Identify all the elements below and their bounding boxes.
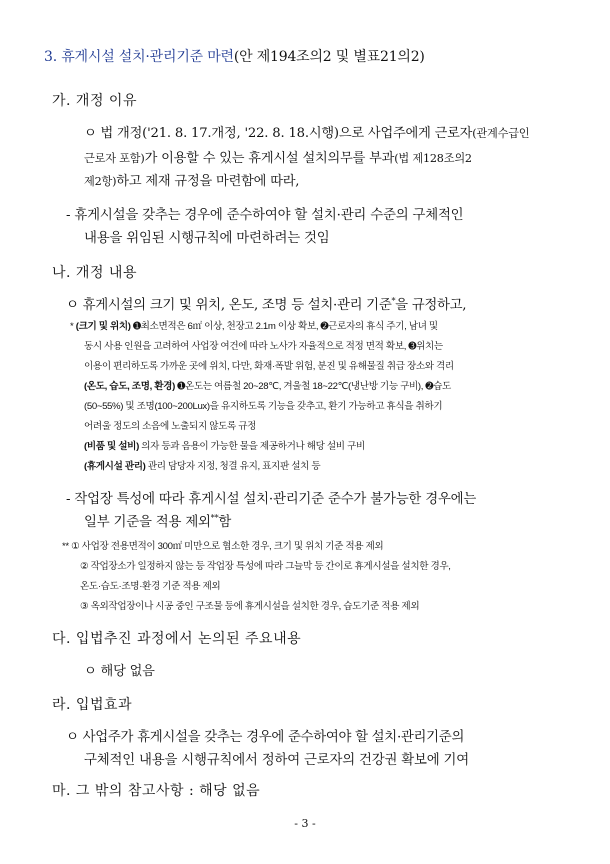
ga-bullet1-line2-small-a: 근로자 포함): [84, 152, 145, 165]
na-dash1-line1: - 작업장 특성에 따라 휴게시설 설치·관리기준 준수가 불가능한 경우에는: [66, 492, 477, 507]
na-note1-line4: [84, 378, 451, 392]
ga-bullet1-line2-small-c: (법 제128조의2: [394, 152, 472, 165]
heading-ra: 라. 입법효과: [52, 697, 133, 713]
na-note1-label-env: (온도, 습도, 조명, 환경): [84, 381, 175, 392]
na-bullet1-mark: *: [391, 296, 396, 306]
heading-ga: 가. 개정 이유: [52, 93, 137, 109]
na-note1-line8: [84, 458, 320, 472]
na-dash1-line2: [84, 511, 231, 530]
na-bullet1: [66, 294, 466, 313]
na-note1-line1: [70, 318, 438, 332]
na-dash1-line2-mark: **: [210, 513, 219, 523]
na-note1-line5: (50~55%) 및 조명(100~200Lux)을 유지하도록 기능을 갖추고, 환기 가능하고 휴식을 취하기: [84, 401, 443, 412]
ga-dash1-line1: - 휴게시설을 갖추는 경우에 준수하여야 할 설치·관리 수준의 구체적인: [66, 208, 464, 223]
da-bullet1: ㅇ 해당 없음: [84, 664, 155, 679]
section-title-ref: (안 제194조의2 및 별표21의2): [233, 49, 425, 65]
na-note1-line8-text: 관리 담당자 지정, 청결 유지, 표지판 설치 등: [145, 461, 321, 472]
na-bullet1-text: ㅇ 휴게시설의 크기 및 위치, 온도, 조명 등 설치·관리 기준: [66, 298, 392, 313]
heading-ma: 마. 그 밖의 참고사항 : 해당 없음: [52, 783, 261, 799]
page-number: - 3 -: [294, 817, 316, 830]
na-note1-label-size: (크기 및 위치): [75, 321, 131, 332]
ga-bullet1-line3-small: 제2항): [84, 175, 117, 188]
ga-bullet1-line1-small: (관계수급인: [472, 127, 530, 140]
na-note2-line1: [62, 538, 383, 552]
na-note1-line3: 이용이 편리하도록 가까운 곳에 위치, 다만, 화재·폭발 위험, 분진 및 유해물질 취급 장소와 격리: [84, 361, 454, 372]
section-title: [44, 46, 425, 66]
section-title-heading: 휴게시설 설치·관리기준 마련: [61, 49, 234, 65]
na-note1-label-equip: (비품 및 설비): [84, 441, 139, 452]
na-note2-line4: ③ 옥외작업장이나 시공 중인 구조물 등에 휴게시설을 설치한 경우, 습도기준 적용 제외: [80, 601, 420, 612]
ga-bullet1-line1: [84, 122, 529, 141]
heading-na: 나. 개정 내용: [52, 265, 137, 281]
ga-bullet1-line2-main: 가 이용할 수 있는 휴게시설 설치의무를 부과: [144, 151, 395, 166]
na-note2-line3: 온도·습도·조명·환경 기준 적용 제외: [80, 581, 221, 592]
ga-dash1-line2: 내용을 위임된 시행규칙에 마련하려는 것임: [84, 231, 330, 246]
na-dash1-line2-end: 함: [218, 515, 232, 530]
na-note1-line2: 동시 사용 인원을 고려하여 사업장 여건에 따라 노사가 자율적으로 적정 면적 확보, ➌위치는: [84, 341, 443, 352]
ga-bullet1-line2: [84, 147, 472, 166]
ga-bullet1-line3-main: 하고 제재 규정을 마련함에 따라,: [116, 174, 300, 189]
na-note1-line4-text: ➊온도는 여름철 20~28℃, 겨울철 18~22℃(냉난방 기능 구비), ➋습도: [174, 381, 451, 392]
na-note1-line7: [84, 438, 365, 452]
na-note1-label-mgmt: (휴게시설 관리): [84, 461, 146, 472]
na-note1-line7-text: 의자 등과 음용이 가능한 물을 제공하거나 해당 설비 구비: [138, 441, 365, 452]
na-dash1-line2-text: 일부 기준을 적용 제외: [84, 515, 211, 530]
ga-bullet1-line3: [84, 170, 299, 189]
heading-da: 다. 입법추진 과정에서 논의된 주요내용: [52, 631, 302, 647]
section-title-number: 3.: [44, 49, 57, 65]
na-note1-star: *: [70, 321, 74, 332]
na-note2-line1-text: ① 사업장 전용면적이 300㎡ 미만으로 협소한 경우, 크기 및 위치 기준 적용 제외: [71, 541, 384, 552]
ra-line1: ㅇ 사업주가 휴게시설을 갖추는 경우에 준수하여야 할 설치·관리기준의: [66, 730, 465, 745]
na-bullet1-end: 을 규정하고,: [395, 298, 467, 313]
na-note1-line6: 어려울 정도의 소음에 노출되지 않도록 규정: [84, 421, 257, 432]
na-note2-star: **: [62, 541, 69, 552]
na-note1-line1-text: ➊최소면적은 6㎡ 이상, 천장고 2.1m 이상 확보, ➋근로자의 휴식 주기, 남녀 및: [130, 321, 438, 332]
ga-bullet1-line1-main: ㅇ 법 개정('21. 8. 17.개정, '22. 8. 18.시행)으로 사업주에게 근로자: [84, 126, 473, 141]
ra-line2: 구체적인 내용을 시행규칙에서 정하여 근로자의 건강권 확보에 기여: [84, 753, 469, 768]
na-note2-line2: ② 작업장소가 일정하지 않는 등 작업장 특성에 따라 그늘막 등 간이로 휴게시설을 설치한 경우,: [80, 561, 451, 572]
